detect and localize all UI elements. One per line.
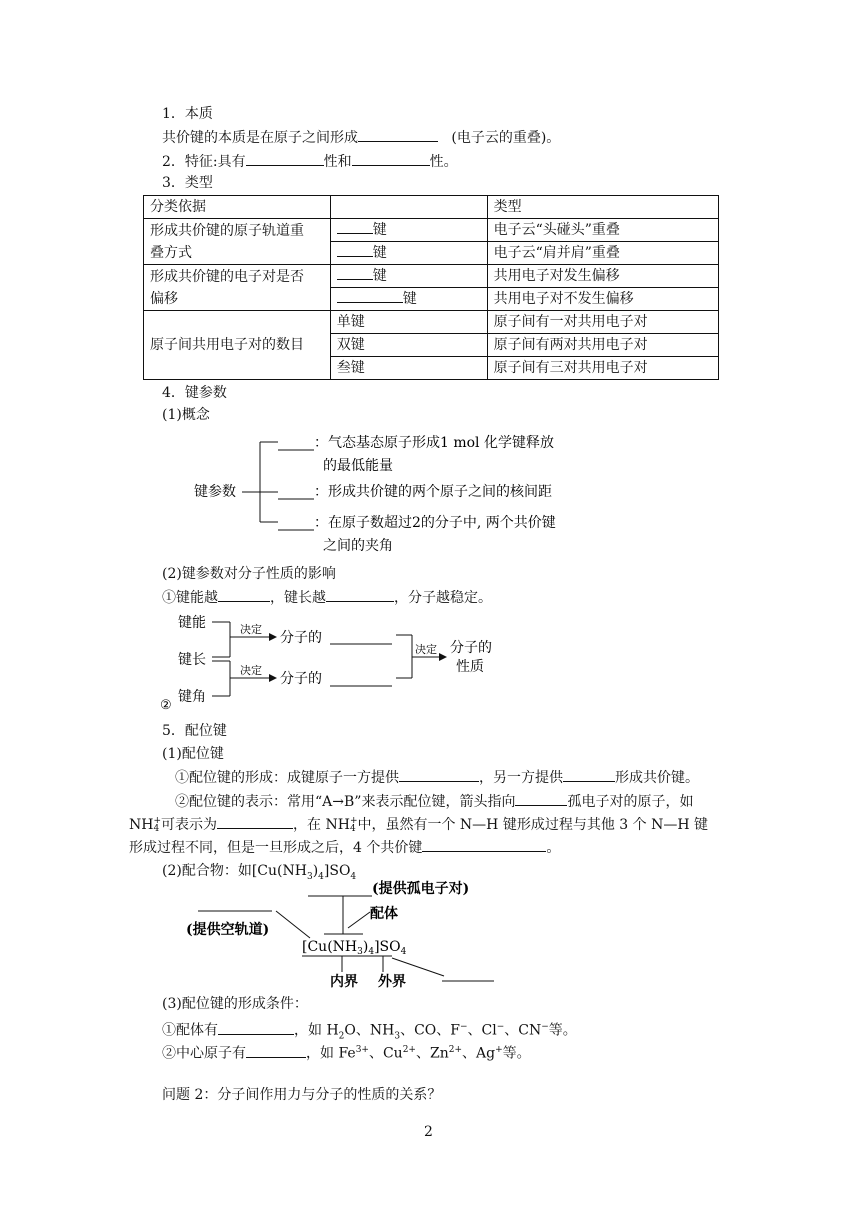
text: 键 xyxy=(372,222,387,238)
text: ) xyxy=(312,863,319,879)
section-1-title: 1．本质 xyxy=(162,106,213,122)
fill-blank xyxy=(337,242,373,257)
text: 等。 xyxy=(548,1022,577,1039)
text: 键 xyxy=(372,268,387,284)
section-4-sub1: (1)概念 xyxy=(162,407,210,423)
text: ①配体有 xyxy=(162,1022,218,1039)
bond-types-table xyxy=(143,195,719,380)
subscript: 4 xyxy=(349,824,356,834)
fill-blank xyxy=(337,219,373,234)
fill-blank xyxy=(399,767,479,782)
text: 共价键的本质是在原子之间形成 xyxy=(162,130,358,146)
text: ，键长越 xyxy=(270,590,326,606)
lone-pair-label: (提供孤电子对) xyxy=(372,881,470,897)
fill-blank xyxy=(352,151,430,166)
question-2: 问题 2：分子间作用力与分子的性质的关系？ xyxy=(162,1087,442,1103)
section-4-sub2: (2)键参数对分子性质的影响 xyxy=(162,566,336,582)
result-label-2: 性质 xyxy=(456,659,484,675)
fill-blank xyxy=(337,288,403,303)
text: ) xyxy=(362,939,369,955)
section-5-p1 xyxy=(175,767,699,788)
page-number: 2 xyxy=(424,1124,433,1140)
text: ②中心原子有 xyxy=(162,1045,246,1062)
text: O、NH xyxy=(344,1022,395,1039)
text: (电子云的重叠)。 xyxy=(451,130,561,146)
section-3-title: 3．类型 xyxy=(162,175,213,191)
section-5-title: 5．配位键 xyxy=(162,723,227,739)
bond-effect-flow xyxy=(160,608,520,710)
bond-parameter-diagram xyxy=(190,432,610,558)
ligand-label: 配体 xyxy=(370,906,398,922)
subscript: 4 xyxy=(350,871,357,882)
result-label: 分子的 xyxy=(450,640,492,656)
subscript: 4 xyxy=(318,871,324,882)
text: 偏移 xyxy=(150,290,178,307)
text: 。 xyxy=(546,840,561,856)
table-cell xyxy=(144,219,331,265)
bond-energy-label: 键能 xyxy=(178,615,206,631)
table-row xyxy=(144,196,719,219)
fill-blank xyxy=(563,767,615,782)
table-header-cell xyxy=(330,196,487,219)
subscript: 3 xyxy=(357,947,363,957)
text: 、Ag xyxy=(462,1045,496,1062)
table-cell xyxy=(330,288,487,311)
bond-length-label: 键长 xyxy=(178,652,206,668)
superscript: 2+ xyxy=(448,1045,463,1055)
superscript: − xyxy=(459,1022,468,1032)
text: ①配位键的形成：成键原子一方提供 xyxy=(175,770,399,786)
superscript: 3+ xyxy=(355,1045,369,1055)
section-5-p4 xyxy=(129,837,560,858)
table-cell: 原子间有两对共用电子对 xyxy=(487,334,718,357)
subscript: 4 xyxy=(400,947,407,957)
text: 等。 xyxy=(502,1045,531,1062)
text: ，在 NH xyxy=(293,817,350,833)
superscript: − xyxy=(496,1022,505,1032)
text: [Cu(NH xyxy=(302,939,358,955)
text: 键 xyxy=(402,291,417,307)
text: 、Cu xyxy=(368,1045,403,1062)
table-cell: 叁键 xyxy=(330,357,487,380)
molecule-of-label: 分子的 xyxy=(280,630,322,646)
subscript: 4 xyxy=(368,947,375,957)
text: NH xyxy=(129,817,154,833)
decide-label: 决定 xyxy=(240,664,262,677)
table-cell: 电子云“肩并肩”重叠 xyxy=(487,242,718,265)
branch-bond-length: ：形成共价键的两个原子之间的核间距 xyxy=(314,484,552,500)
fill-blank xyxy=(246,151,324,166)
section-2 xyxy=(162,151,458,172)
subscript: 4 xyxy=(153,824,160,834)
text: 2．特征:具有 xyxy=(162,154,246,170)
text: ①键能越 xyxy=(162,590,218,606)
section-5-c2 xyxy=(162,1040,531,1064)
text: ，分子越稳定。 xyxy=(394,590,492,606)
molecule-of-label: 分子的 xyxy=(280,671,322,687)
text: ②配位键的表示：常用“A→B”来表示配位键，箭头指向 xyxy=(175,794,516,810)
text: 、Zn xyxy=(415,1045,449,1062)
fill-blank xyxy=(358,127,438,142)
text: 孤电子对的原子，如 xyxy=(567,794,694,810)
text: 可表示为 xyxy=(161,817,218,833)
empty-orbital-label: (提供空轨道) xyxy=(186,922,270,938)
text: ，如 Fe xyxy=(306,1045,356,1062)
table-cell: 原子间共用电子对的数目 xyxy=(144,311,331,380)
section-5-p2 xyxy=(175,791,693,812)
table-cell: 原子间有一对共用电子对 xyxy=(487,311,718,334)
text: 键 xyxy=(372,245,387,261)
fill-blank xyxy=(337,265,373,280)
table-header-cell: 类型 xyxy=(487,196,718,219)
outer-sphere-label: 外界 xyxy=(378,974,406,990)
item-marker: ② xyxy=(160,698,172,710)
diagram-root: 键参数 xyxy=(194,484,236,500)
decide-label: 决定 xyxy=(240,623,262,636)
complex-formula xyxy=(302,939,407,957)
text: 性。 xyxy=(429,154,458,170)
section-5-sub1: (1)配位键 xyxy=(162,746,224,762)
text: ，另一方提供 xyxy=(479,770,563,786)
fill-blank xyxy=(218,1020,294,1035)
superscript: − xyxy=(541,1022,549,1032)
section-4-title: 4．键参数 xyxy=(162,385,227,401)
text: 形成共价键。 xyxy=(615,770,699,786)
table-cell: 共用电子对发生偏移 xyxy=(487,265,718,288)
complex-structure-diagram xyxy=(180,878,510,990)
table-cell: 原子间有三对共用电子对 xyxy=(487,357,718,380)
branch-bond-energy-2: 的最低能量 xyxy=(323,458,393,474)
section-1-text xyxy=(162,127,560,148)
subscript: 2 xyxy=(338,1031,345,1042)
table-cell: 单键 xyxy=(330,311,487,334)
fill-blank xyxy=(246,1043,306,1058)
fill-blank xyxy=(326,587,394,602)
text: 形成过程不同，但是一旦形成之后，4 个共价键 xyxy=(129,840,423,856)
text: 中，虽然有一个 N—H 键形成过程与其他 3 个 N—H 键 xyxy=(357,817,709,833)
bond-angle-label: 键角 xyxy=(178,689,206,705)
table-cell: 电子云“头碰头”重叠 xyxy=(487,219,718,242)
fill-blank xyxy=(218,587,270,602)
fill-blank xyxy=(422,837,546,852)
fill-blank xyxy=(217,814,293,829)
text: 、Cl xyxy=(467,1022,497,1039)
superscript: + xyxy=(153,816,162,826)
superscript: + xyxy=(495,1045,503,1055)
text: 形成共价键的电子对是否 xyxy=(150,268,304,285)
branch-bond-angle: ：在原子数超过2的分子中, 两个共价键 xyxy=(314,515,556,531)
text: 、CO、F xyxy=(400,1022,460,1039)
table-cell xyxy=(330,265,487,288)
section-5-sub3: (3)配位键的形成条件： xyxy=(162,996,308,1012)
table-cell xyxy=(330,219,487,242)
table-cell: 共用电子对不发生偏移 xyxy=(487,288,718,311)
subscript: 3 xyxy=(306,871,313,882)
table-header-cell: 分类依据 xyxy=(144,196,331,219)
table-cell: 双键 xyxy=(330,334,487,357)
text: 、CN xyxy=(504,1022,542,1039)
superscript: 2+ xyxy=(402,1045,416,1055)
superscript: + xyxy=(349,816,358,826)
table-row xyxy=(144,311,719,334)
table-cell xyxy=(330,242,487,265)
section-4-p1 xyxy=(162,587,492,608)
text: ]SO xyxy=(323,863,351,879)
text: 叠方式 xyxy=(150,244,192,261)
table-row xyxy=(144,265,719,288)
subscript: 3 xyxy=(394,1031,401,1042)
branch-bond-energy: ：气态基态原子形成1 mol 化学键释放 xyxy=(314,435,554,451)
section-5-p3 xyxy=(129,814,708,835)
text: 性和 xyxy=(323,154,352,170)
text: ]SO xyxy=(374,939,401,955)
branch-bond-angle-2: 之间的夹角 xyxy=(323,538,393,554)
table-cell xyxy=(144,265,331,311)
decide-label: 决定 xyxy=(415,643,437,656)
text: 形成共价键的原子轨道重 xyxy=(150,222,304,239)
table-row xyxy=(144,219,719,242)
text: (2)配合物：如[Cu(NH xyxy=(162,863,307,879)
inner-sphere-label: 内界 xyxy=(330,974,358,990)
text: ，如 H xyxy=(294,1022,339,1039)
fill-blank xyxy=(515,791,567,806)
